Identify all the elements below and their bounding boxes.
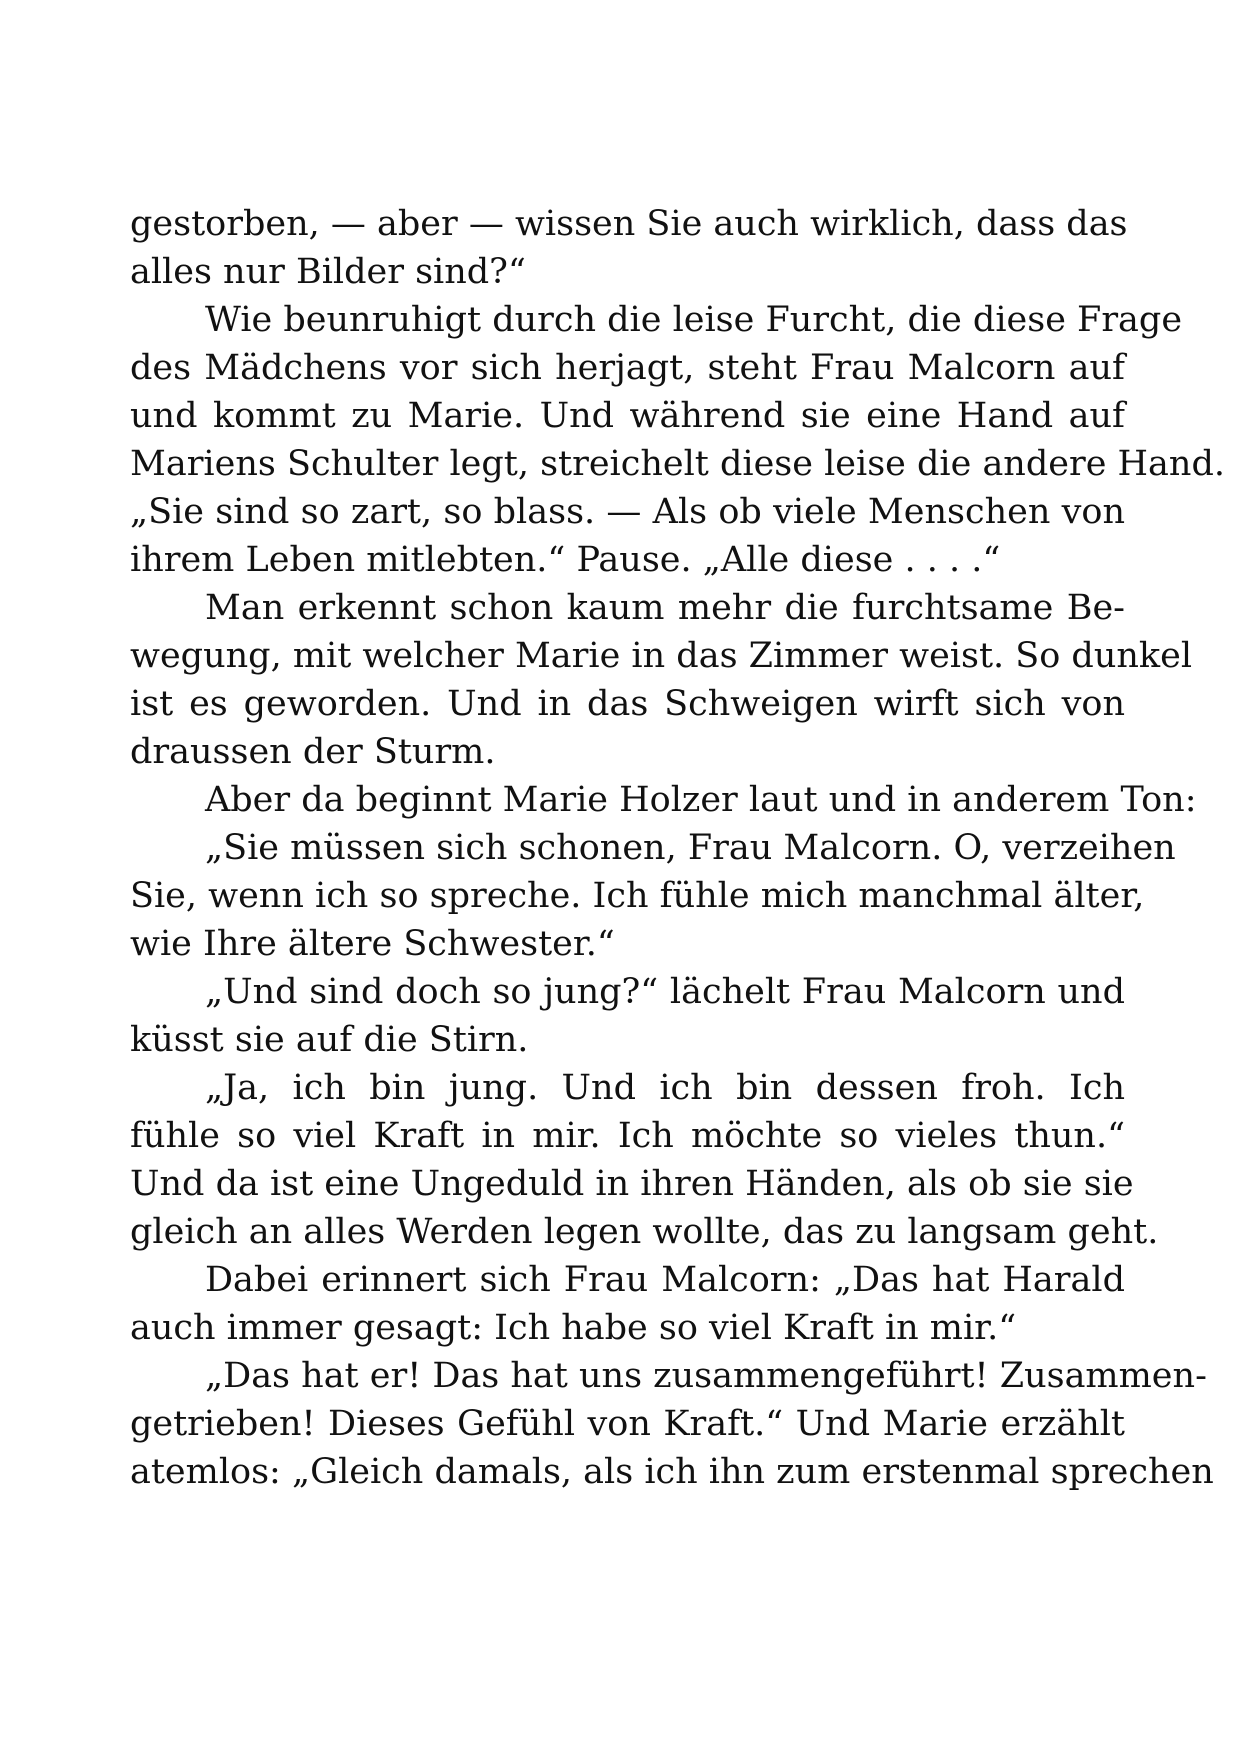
- text-line: küsst sie auf die Stirn.: [130, 1020, 529, 1060]
- text-line: ihrem Leben mitlebten.“ Pause. „Alle diese . . . .“: [130, 540, 1001, 580]
- paragraph: [130, 1352, 1214, 1496]
- paragraph: [130, 824, 1176, 968]
- text-line: „Sie müssen sich schonen, Frau Malcorn. O, verzeihen: [205, 828, 1176, 868]
- text-line: Wie beunruhigt durch die leise Furcht, die diese Frage: [205, 300, 1183, 340]
- text-line: „Ja, ich bin jung. Und ich bin dessen froh. Ich: [205, 1068, 1125, 1108]
- text-line: des Mädchens vor sich herjagt, steht Frau Malcorn auf: [130, 348, 1125, 388]
- text-line: alles nur Bilder sind?“: [130, 252, 526, 292]
- text-line: wegung, mit welcher Marie in das Zimmer weist. So dunkel: [130, 636, 1193, 676]
- text-line: Sie, wenn ich so spreche. Ich fühle mich manchmal älter,: [130, 876, 1145, 916]
- text-line: Man erkennt schon kaum mehr die furchtsame Be-: [205, 588, 1125, 628]
- paragraph: [130, 1256, 1125, 1352]
- text-line: und kommt zu Marie. Und während sie eine Hand auf: [130, 396, 1125, 436]
- paragraph: [130, 296, 1225, 584]
- text-line: auch immer gesagt: Ich habe so viel Kraft in mir.“: [130, 1308, 1017, 1348]
- text-line: Mariens Schulter legt, streichelt diese leise die andere Hand.: [130, 444, 1225, 484]
- text-line: Und da ist eine Ungeduld in ihren Händen, als ob sie sie: [130, 1164, 1134, 1204]
- paragraph: [130, 584, 1193, 776]
- paragraph: [130, 1064, 1159, 1256]
- text-line: gleich an alles Werden legen wollte, das zu langsam geht.: [130, 1212, 1159, 1252]
- text-line: „Sie sind so zart, so blass. — Als ob viele Menschen von: [130, 492, 1125, 532]
- text-line: „Das hat er! Das hat uns zusammengeführt! Zusammen-: [205, 1356, 1207, 1396]
- paragraph: [130, 776, 1197, 824]
- text-line: ist es geworden. Und in das Schweigen wirft sich von: [130, 684, 1125, 724]
- paragraph: [130, 200, 1128, 296]
- text-line: Aber da beginnt Marie Holzer laut und in anderem Ton:: [205, 780, 1197, 820]
- text-line: „Und sind doch so jung?“ lächelt Frau Malcorn und: [205, 972, 1125, 1012]
- text-line: gestorben, — aber — wissen Sie auch wirklich, dass das: [130, 204, 1128, 244]
- text-line: wie Ihre ältere Schwester.“: [130, 924, 615, 964]
- text-line: Dabei erinnert sich Frau Malcorn: „Das hat Harald: [205, 1260, 1125, 1300]
- page-body-text: [130, 200, 1225, 1496]
- text-line: draussen der Sturm.: [130, 732, 496, 772]
- text-line: fühle so viel Kraft in mir. Ich möchte so vieles thun.“: [130, 1116, 1125, 1156]
- text-line: getrieben! Dieses Gefühl von Kraft.“ Und Marie erzählt: [130, 1404, 1125, 1444]
- paragraph: [130, 968, 1125, 1064]
- text-line: atemlos: „Gleich damals, als ich ihn zum erstenmal sprechen: [130, 1452, 1214, 1492]
